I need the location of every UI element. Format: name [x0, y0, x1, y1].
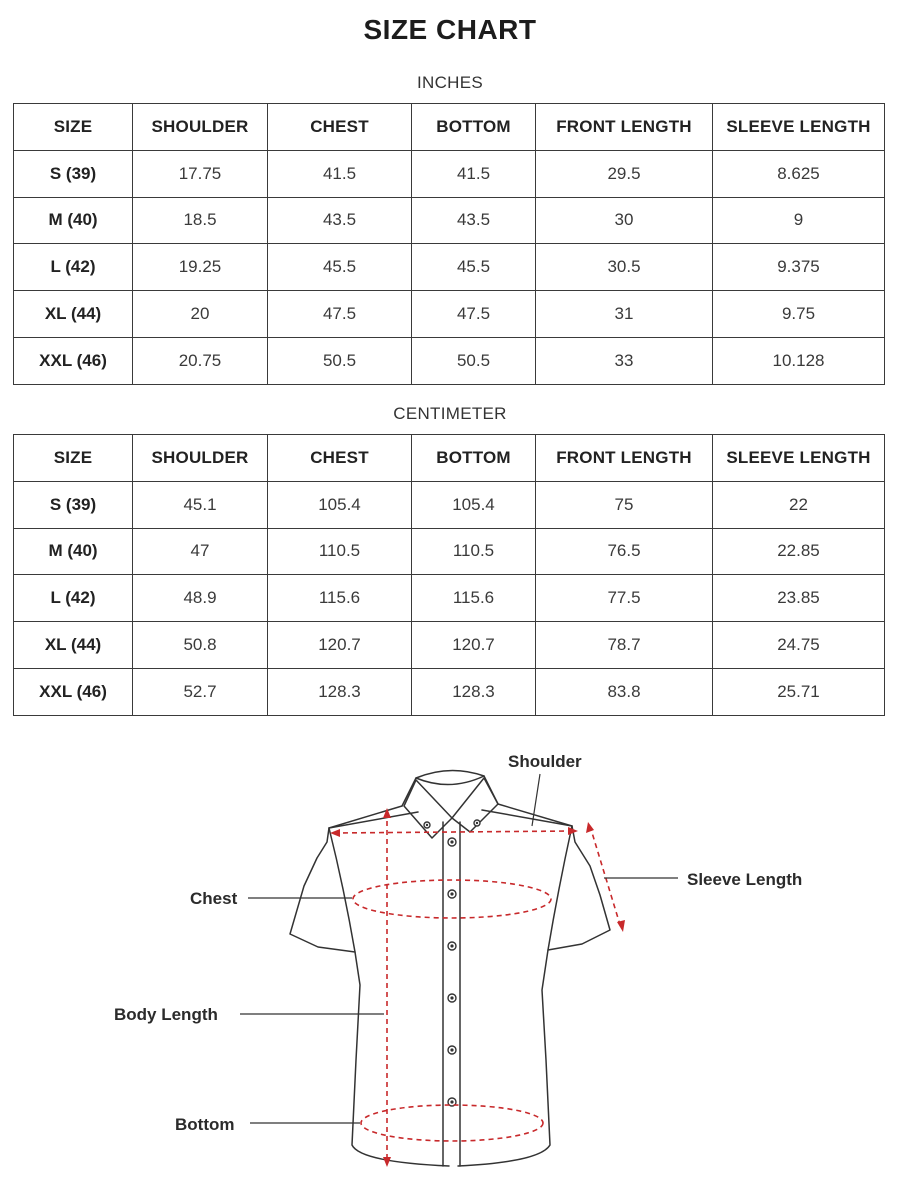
table-cell: 48.9	[133, 575, 268, 622]
table-cell: 115.6	[268, 575, 412, 622]
table-cell: 78.7	[536, 622, 713, 669]
table-cell: 41.5	[412, 150, 536, 197]
table-cell: 50.5	[268, 337, 412, 384]
chest-label: Chest	[190, 889, 238, 908]
size-cell: M (40)	[14, 197, 133, 244]
table-row	[14, 668, 885, 715]
table-cell: 75	[536, 481, 713, 528]
table-cell: 105.4	[412, 481, 536, 528]
page-title: SIZE CHART	[363, 14, 537, 45]
shirt-sleeve-left-seam	[329, 828, 355, 952]
table-cell: 18.5	[133, 197, 268, 244]
button-hole-dot	[450, 944, 453, 947]
table-cell: 43.5	[412, 197, 536, 244]
sleeve-arrow-bottom	[617, 920, 625, 932]
table-cell: 47.5	[268, 291, 412, 338]
button-hole-dot	[426, 824, 428, 826]
column-header: FRONT LENGTH	[536, 104, 713, 151]
table-cell: 47	[133, 528, 268, 575]
sleeve-arrow-top	[586, 822, 594, 833]
table-cell: 19.25	[133, 244, 268, 291]
table-row	[14, 337, 885, 384]
shirt-measurement-diagram	[0, 730, 900, 1200]
table-cell: 20.75	[133, 337, 268, 384]
table-header-row	[14, 435, 885, 482]
table-cell: 110.5	[268, 528, 412, 575]
body-length-label: Body Length	[114, 1005, 218, 1024]
size-cell: S (39)	[14, 150, 133, 197]
table-row	[14, 244, 885, 291]
table-cell: 22.85	[713, 528, 885, 575]
column-header: SHOULDER	[133, 435, 268, 482]
table-row	[14, 291, 885, 338]
body-length-arrow-bottom	[383, 1157, 391, 1167]
table-cell: 47.5	[412, 291, 536, 338]
table-cell: 29.5	[536, 150, 713, 197]
table-row	[14, 528, 885, 575]
table-cell: 30	[536, 197, 713, 244]
inches-table	[13, 103, 885, 385]
table-cell: 50.8	[133, 622, 268, 669]
table-cell: 43.5	[268, 197, 412, 244]
table-cell: 120.7	[412, 622, 536, 669]
table-cell: 8.625	[713, 150, 885, 197]
table-cell: 9	[713, 197, 885, 244]
table-cell: 50.5	[412, 337, 536, 384]
shoulder-callout-line	[532, 774, 540, 826]
table-cell: 45.5	[268, 244, 412, 291]
column-header: SIZE	[14, 435, 133, 482]
table-row	[14, 150, 885, 197]
table-cell: 20	[133, 291, 268, 338]
inches-caption: INCHES	[416, 73, 484, 92]
table-cell: 17.75	[133, 150, 268, 197]
shirt-body-right-outline	[458, 804, 610, 1166]
shirt-sleeve-right-seam	[548, 826, 572, 950]
size-cell: M (40)	[14, 528, 133, 575]
bottom-label: Bottom	[175, 1115, 235, 1134]
table-row	[14, 197, 885, 244]
table-cell: 31	[536, 291, 713, 338]
shirt-collar-back	[416, 776, 484, 785]
table-cell: 128.3	[412, 668, 536, 715]
table-cell: 24.75	[713, 622, 885, 669]
column-header: BOTTOM	[412, 104, 536, 151]
table-cell: 9.75	[713, 291, 885, 338]
table-cell: 9.375	[713, 244, 885, 291]
column-header: BOTTOM	[412, 435, 536, 482]
centimeter-table	[13, 434, 885, 716]
column-header: CHEST	[268, 435, 412, 482]
table-cell: 25.71	[713, 668, 885, 715]
centimeter-caption: CENTIMETER	[393, 404, 507, 423]
column-header: SLEEVE LENGTH	[713, 104, 885, 151]
table-cell: 10.128	[713, 337, 885, 384]
size-cell: XL (44)	[14, 622, 133, 669]
table-row	[14, 575, 885, 622]
button-hole-dot	[450, 1048, 453, 1051]
button-hole-dot	[450, 840, 453, 843]
table-cell: 128.3	[268, 668, 412, 715]
size-cell: XXL (46)	[14, 337, 133, 384]
size-cell: L (42)	[14, 575, 133, 622]
table-cell: 110.5	[412, 528, 536, 575]
table-header-row	[14, 104, 885, 151]
column-header: SLEEVE LENGTH	[713, 435, 885, 482]
table-cell: 83.8	[536, 668, 713, 715]
size-cell: L (42)	[14, 244, 133, 291]
table-cell: 52.7	[133, 668, 268, 715]
button-hole-dot	[476, 822, 478, 824]
shoulder-measure-line	[334, 831, 574, 833]
shirt-body-left-outline	[290, 806, 449, 1166]
table-cell: 77.5	[536, 575, 713, 622]
size-cell: S (39)	[14, 481, 133, 528]
column-header: CHEST	[268, 104, 412, 151]
table-cell: 76.5	[536, 528, 713, 575]
button-hole-dot	[450, 892, 453, 895]
table-cell: 22	[713, 481, 885, 528]
button-hole-dot	[450, 996, 453, 999]
column-header: FRONT LENGTH	[536, 435, 713, 482]
table-cell: 41.5	[268, 150, 412, 197]
sleeve-length-label: Sleeve Length	[687, 870, 803, 889]
table-cell: 45.1	[133, 481, 268, 528]
table-cell: 105.4	[268, 481, 412, 528]
table-cell: 115.6	[412, 575, 536, 622]
shoulder-label: Shoulder	[508, 752, 582, 771]
table-row	[14, 622, 885, 669]
column-header: SHOULDER	[133, 104, 268, 151]
shirt-collar-left-point	[404, 780, 452, 838]
table-cell: 45.5	[412, 244, 536, 291]
bottom-measure-ellipse	[361, 1105, 543, 1141]
table-cell: 30.5	[536, 244, 713, 291]
size-cell: XXL (46)	[14, 668, 133, 715]
table-cell: 33	[536, 337, 713, 384]
table-row	[14, 481, 885, 528]
table-cell: 120.7	[268, 622, 412, 669]
size-cell: XL (44)	[14, 291, 133, 338]
column-header: SIZE	[14, 104, 133, 151]
chest-measure-ellipse	[353, 880, 551, 918]
table-cell: 23.85	[713, 575, 885, 622]
button-hole-dot	[450, 1100, 453, 1103]
